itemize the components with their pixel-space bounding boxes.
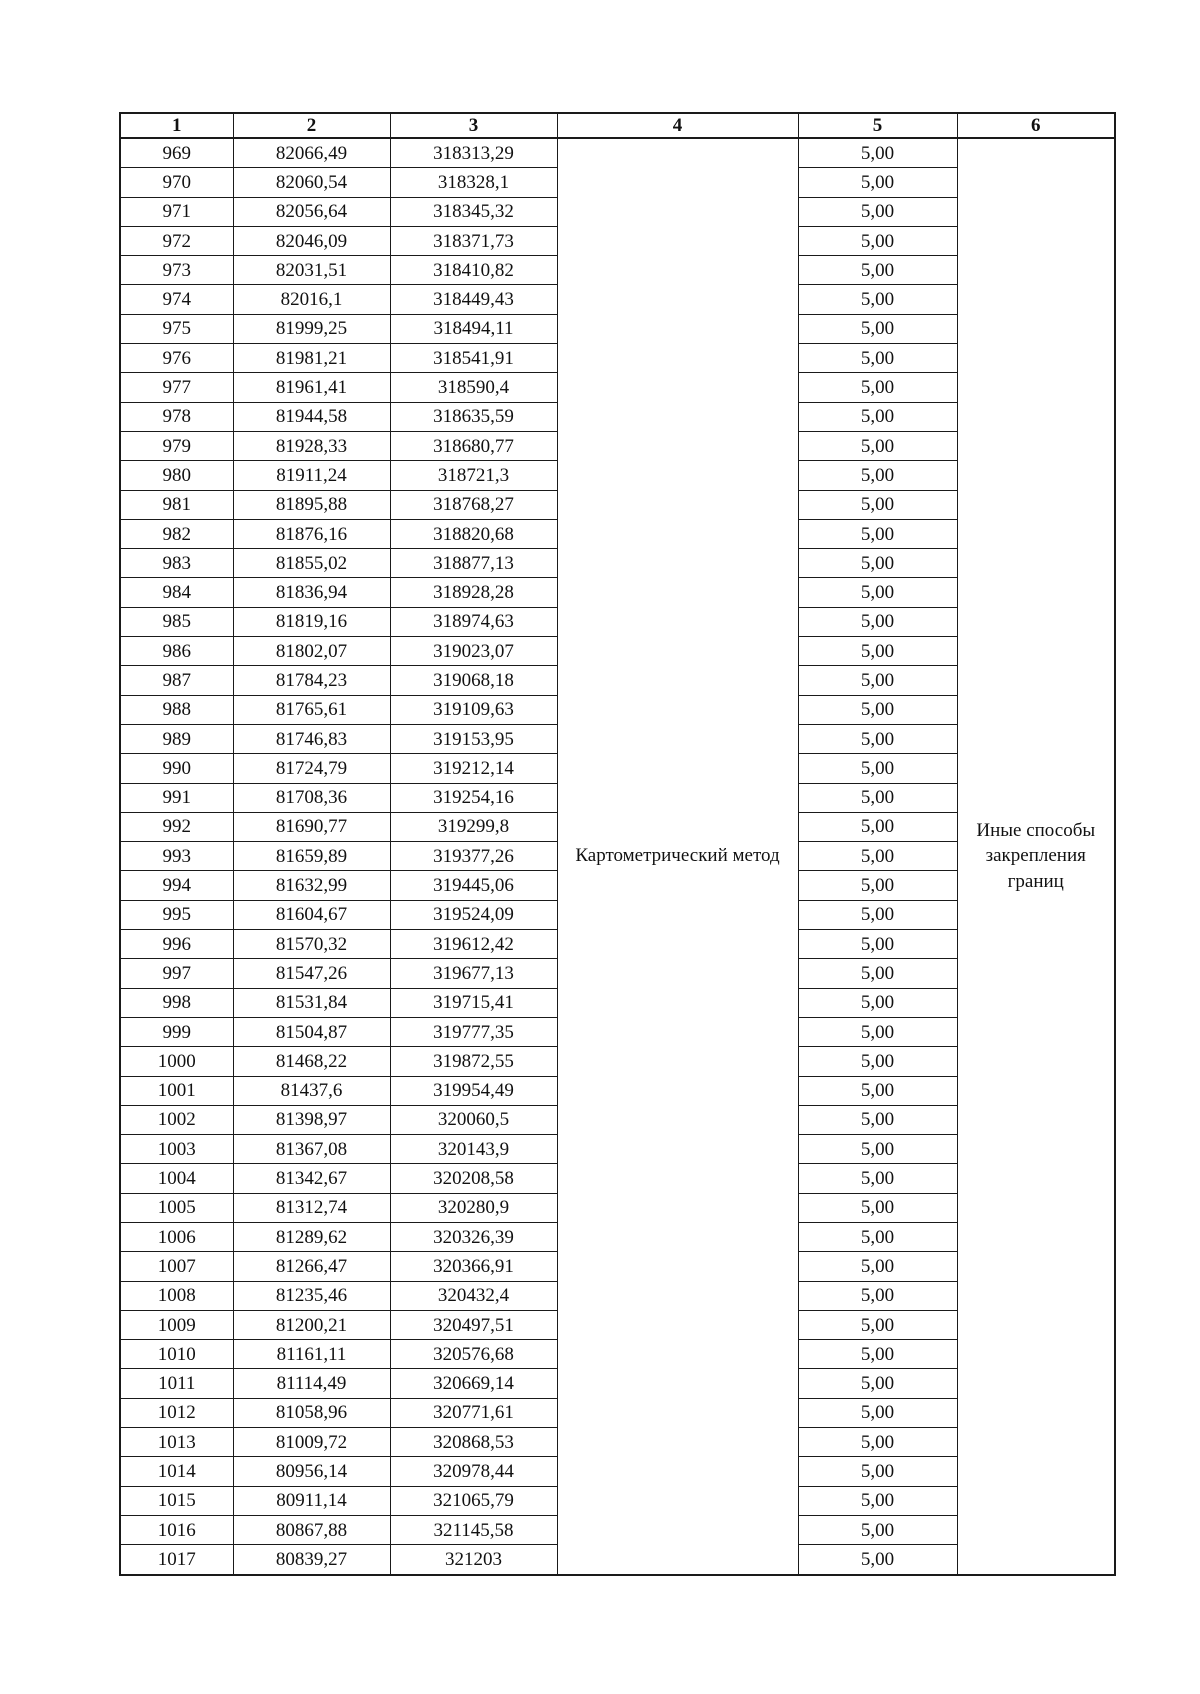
- precision-cell: 5,00: [798, 1369, 957, 1398]
- precision-cell: 5,00: [798, 314, 957, 343]
- x-coordinate-cell: 81659,89: [233, 842, 390, 871]
- precision-cell: 5,00: [798, 1281, 957, 1310]
- x-coordinate-cell: 81802,07: [233, 637, 390, 666]
- precision-cell: 5,00: [798, 1222, 957, 1251]
- x-coordinate-cell: 81437,6: [233, 1076, 390, 1105]
- point-number-cell: 970: [120, 168, 233, 197]
- precision-cell: 5,00: [798, 519, 957, 548]
- precision-cell: 5,00: [798, 1545, 957, 1575]
- point-number-cell: 983: [120, 549, 233, 578]
- header-col-1: 1: [120, 113, 233, 138]
- y-coordinate-cell: 318974,63: [390, 607, 557, 636]
- y-coordinate-cell: 320208,58: [390, 1164, 557, 1193]
- y-coordinate-cell: 318680,77: [390, 431, 557, 460]
- x-coordinate-cell: 81895,88: [233, 490, 390, 519]
- y-coordinate-cell: 320060,5: [390, 1105, 557, 1134]
- precision-cell: 5,00: [798, 637, 957, 666]
- point-number-cell: 977: [120, 373, 233, 402]
- x-coordinate-cell: 80839,27: [233, 1545, 390, 1575]
- point-number-cell: 992: [120, 812, 233, 841]
- x-coordinate-cell: 81468,22: [233, 1047, 390, 1076]
- y-coordinate-cell: 321145,58: [390, 1515, 557, 1544]
- header-col-3: 3: [390, 113, 557, 138]
- x-coordinate-cell: 82056,64: [233, 197, 390, 226]
- y-coordinate-cell: 319212,14: [390, 754, 557, 783]
- precision-cell: 5,00: [798, 930, 957, 959]
- precision-cell: 5,00: [798, 1017, 957, 1046]
- point-number-cell: 1001: [120, 1076, 233, 1105]
- precision-cell: 5,00: [798, 842, 957, 871]
- point-number-cell: 1014: [120, 1457, 233, 1486]
- x-coordinate-cell: 81708,36: [233, 783, 390, 812]
- y-coordinate-cell: 319299,8: [390, 812, 557, 841]
- x-coordinate-cell: 81604,67: [233, 900, 390, 929]
- header-col-4: 4: [557, 113, 798, 138]
- point-number-cell: 1010: [120, 1340, 233, 1369]
- precision-cell: 5,00: [798, 724, 957, 753]
- coordinates-table: [119, 112, 1116, 1576]
- precision-cell: 5,00: [798, 285, 957, 314]
- y-coordinate-cell: 319377,26: [390, 842, 557, 871]
- x-coordinate-cell: 81531,84: [233, 988, 390, 1017]
- y-coordinate-cell: 318635,59: [390, 402, 557, 431]
- y-coordinate-cell: 318328,1: [390, 168, 557, 197]
- point-number-cell: 997: [120, 959, 233, 988]
- precision-cell: 5,00: [798, 1486, 957, 1515]
- point-number-cell: 1007: [120, 1252, 233, 1281]
- point-number-cell: 1015: [120, 1486, 233, 1515]
- point-number-cell: 1016: [120, 1515, 233, 1544]
- x-coordinate-cell: 81961,41: [233, 373, 390, 402]
- precision-cell: 5,00: [798, 549, 957, 578]
- x-coordinate-cell: 81289,62: [233, 1222, 390, 1251]
- precision-cell: 5,00: [798, 168, 957, 197]
- y-coordinate-cell: 319524,09: [390, 900, 557, 929]
- point-number-cell: 1003: [120, 1135, 233, 1164]
- y-coordinate-cell: 320497,51: [390, 1310, 557, 1339]
- point-number-cell: 993: [120, 842, 233, 871]
- precision-cell: 5,00: [798, 695, 957, 724]
- point-number-cell: 987: [120, 666, 233, 695]
- point-number-cell: 999: [120, 1017, 233, 1046]
- y-coordinate-cell: 318877,13: [390, 549, 557, 578]
- x-coordinate-cell: 81690,77: [233, 812, 390, 841]
- precision-cell: 5,00: [798, 373, 957, 402]
- precision-cell: 5,00: [798, 812, 957, 841]
- header-row: [120, 113, 1115, 138]
- point-number-cell: 998: [120, 988, 233, 1017]
- precision-cell: 5,00: [798, 1252, 957, 1281]
- y-coordinate-cell: 319612,42: [390, 930, 557, 959]
- point-number-cell: 990: [120, 754, 233, 783]
- point-number-cell: 994: [120, 871, 233, 900]
- x-coordinate-cell: 82016,1: [233, 285, 390, 314]
- y-coordinate-cell: 318449,43: [390, 285, 557, 314]
- y-coordinate-cell: 319254,16: [390, 783, 557, 812]
- y-coordinate-cell: 321203: [390, 1545, 557, 1575]
- point-number-cell: 1006: [120, 1222, 233, 1251]
- x-coordinate-cell: 81876,16: [233, 519, 390, 548]
- y-coordinate-cell: 319872,55: [390, 1047, 557, 1076]
- y-coordinate-cell: 319153,95: [390, 724, 557, 753]
- point-number-cell: 979: [120, 431, 233, 460]
- x-coordinate-cell: 81009,72: [233, 1428, 390, 1457]
- header-col-5: 5: [798, 113, 957, 138]
- x-coordinate-cell: 81981,21: [233, 344, 390, 373]
- method-cell: Картометрический метод: [557, 138, 798, 1575]
- y-coordinate-cell: 318768,27: [390, 490, 557, 519]
- x-coordinate-cell: 81161,11: [233, 1340, 390, 1369]
- precision-cell: 5,00: [798, 197, 957, 226]
- x-coordinate-cell: 81570,32: [233, 930, 390, 959]
- point-number-cell: 975: [120, 314, 233, 343]
- point-number-cell: 976: [120, 344, 233, 373]
- precision-cell: 5,00: [798, 256, 957, 285]
- y-coordinate-cell: 319954,49: [390, 1076, 557, 1105]
- point-number-cell: 986: [120, 637, 233, 666]
- point-number-cell: 985: [120, 607, 233, 636]
- x-coordinate-cell: 82066,49: [233, 138, 390, 168]
- x-coordinate-cell: 81398,97: [233, 1105, 390, 1134]
- precision-cell: 5,00: [798, 431, 957, 460]
- precision-cell: 5,00: [798, 402, 957, 431]
- precision-cell: 5,00: [798, 1457, 957, 1486]
- point-number-cell: 980: [120, 461, 233, 490]
- x-coordinate-cell: 81266,47: [233, 1252, 390, 1281]
- point-number-cell: 1012: [120, 1398, 233, 1427]
- point-number-cell: 1013: [120, 1428, 233, 1457]
- y-coordinate-cell: 319068,18: [390, 666, 557, 695]
- table-body: [120, 138, 1115, 1575]
- point-number-cell: 978: [120, 402, 233, 431]
- precision-cell: 5,00: [798, 754, 957, 783]
- x-coordinate-cell: 81342,67: [233, 1164, 390, 1193]
- point-number-cell: 974: [120, 285, 233, 314]
- precision-cell: 5,00: [798, 1340, 957, 1369]
- y-coordinate-cell: 321065,79: [390, 1486, 557, 1515]
- y-coordinate-cell: 318928,28: [390, 578, 557, 607]
- y-coordinate-cell: 318721,3: [390, 461, 557, 490]
- y-coordinate-cell: 320868,53: [390, 1428, 557, 1457]
- x-coordinate-cell: 81746,83: [233, 724, 390, 753]
- precision-cell: 5,00: [798, 1310, 957, 1339]
- x-coordinate-cell: 81114,49: [233, 1369, 390, 1398]
- point-number-cell: 1000: [120, 1047, 233, 1076]
- point-number-cell: 1004: [120, 1164, 233, 1193]
- y-coordinate-cell: 320326,39: [390, 1222, 557, 1251]
- precision-cell: 5,00: [798, 959, 957, 988]
- point-number-cell: 981: [120, 490, 233, 519]
- precision-cell: 5,00: [798, 490, 957, 519]
- x-coordinate-cell: 81235,46: [233, 1281, 390, 1310]
- precision-cell: 5,00: [798, 344, 957, 373]
- precision-cell: 5,00: [798, 783, 957, 812]
- y-coordinate-cell: 320432,4: [390, 1281, 557, 1310]
- x-coordinate-cell: 81547,26: [233, 959, 390, 988]
- table-header: [120, 113, 1115, 138]
- y-coordinate-cell: 319777,35: [390, 1017, 557, 1046]
- y-coordinate-cell: 318494,11: [390, 314, 557, 343]
- x-coordinate-cell: 81928,33: [233, 431, 390, 460]
- y-coordinate-cell: 320771,61: [390, 1398, 557, 1427]
- x-coordinate-cell: 81367,08: [233, 1135, 390, 1164]
- point-number-cell: 1005: [120, 1193, 233, 1222]
- x-coordinate-cell: 81784,23: [233, 666, 390, 695]
- precision-cell: 5,00: [798, 1047, 957, 1076]
- x-coordinate-cell: 81855,02: [233, 549, 390, 578]
- precision-cell: 5,00: [798, 1105, 957, 1134]
- point-number-cell: 973: [120, 256, 233, 285]
- y-coordinate-cell: 318313,29: [390, 138, 557, 168]
- precision-cell: 5,00: [798, 871, 957, 900]
- point-number-cell: 995: [120, 900, 233, 929]
- point-number-cell: 984: [120, 578, 233, 607]
- precision-cell: 5,00: [798, 138, 957, 168]
- x-coordinate-cell: 81632,99: [233, 871, 390, 900]
- table-row: [120, 138, 1115, 168]
- x-coordinate-cell: 81836,94: [233, 578, 390, 607]
- fixing-method-cell: Иные способы закрепления границ: [957, 138, 1115, 1575]
- x-coordinate-cell: 80911,14: [233, 1486, 390, 1515]
- x-coordinate-cell: 82060,54: [233, 168, 390, 197]
- x-coordinate-cell: 81504,87: [233, 1017, 390, 1046]
- x-coordinate-cell: 81999,25: [233, 314, 390, 343]
- x-coordinate-cell: 81911,24: [233, 461, 390, 490]
- x-coordinate-cell: 81200,21: [233, 1310, 390, 1339]
- header-col-6: 6: [957, 113, 1115, 138]
- y-coordinate-cell: 320669,14: [390, 1369, 557, 1398]
- y-coordinate-cell: 320280,9: [390, 1193, 557, 1222]
- point-number-cell: 1008: [120, 1281, 233, 1310]
- precision-cell: 5,00: [798, 1398, 957, 1427]
- x-coordinate-cell: 81312,74: [233, 1193, 390, 1222]
- y-coordinate-cell: 319109,63: [390, 695, 557, 724]
- point-number-cell: 1002: [120, 1105, 233, 1134]
- x-coordinate-cell: 80867,88: [233, 1515, 390, 1544]
- y-coordinate-cell: 319023,07: [390, 637, 557, 666]
- x-coordinate-cell: 81765,61: [233, 695, 390, 724]
- point-number-cell: 988: [120, 695, 233, 724]
- precision-cell: 5,00: [798, 578, 957, 607]
- y-coordinate-cell: 320576,68: [390, 1340, 557, 1369]
- point-number-cell: 972: [120, 226, 233, 255]
- precision-cell: 5,00: [798, 1428, 957, 1457]
- x-coordinate-cell: 81724,79: [233, 754, 390, 783]
- x-coordinate-cell: 81058,96: [233, 1398, 390, 1427]
- x-coordinate-cell: 82031,51: [233, 256, 390, 285]
- y-coordinate-cell: 320366,91: [390, 1252, 557, 1281]
- x-coordinate-cell: 80956,14: [233, 1457, 390, 1486]
- y-coordinate-cell: 318820,68: [390, 519, 557, 548]
- header-col-2: 2: [233, 113, 390, 138]
- precision-cell: 5,00: [798, 607, 957, 636]
- y-coordinate-cell: 318410,82: [390, 256, 557, 285]
- point-number-cell: 989: [120, 724, 233, 753]
- precision-cell: 5,00: [798, 1135, 957, 1164]
- point-number-cell: 1017: [120, 1545, 233, 1575]
- precision-cell: 5,00: [798, 1164, 957, 1193]
- y-coordinate-cell: 318345,32: [390, 197, 557, 226]
- x-coordinate-cell: 81944,58: [233, 402, 390, 431]
- y-coordinate-cell: 319445,06: [390, 871, 557, 900]
- precision-cell: 5,00: [798, 988, 957, 1017]
- precision-cell: 5,00: [798, 1515, 957, 1544]
- y-coordinate-cell: 318590,4: [390, 373, 557, 402]
- point-number-cell: 982: [120, 519, 233, 548]
- point-number-cell: 971: [120, 197, 233, 226]
- precision-cell: 5,00: [798, 900, 957, 929]
- y-coordinate-cell: 320978,44: [390, 1457, 557, 1486]
- y-coordinate-cell: 318371,73: [390, 226, 557, 255]
- point-number-cell: 996: [120, 930, 233, 959]
- precision-cell: 5,00: [798, 226, 957, 255]
- point-number-cell: 969: [120, 138, 233, 168]
- y-coordinate-cell: 318541,91: [390, 344, 557, 373]
- precision-cell: 5,00: [798, 666, 957, 695]
- x-coordinate-cell: 81819,16: [233, 607, 390, 636]
- point-number-cell: 1009: [120, 1310, 233, 1339]
- y-coordinate-cell: 319677,13: [390, 959, 557, 988]
- y-coordinate-cell: 320143,9: [390, 1135, 557, 1164]
- precision-cell: 5,00: [798, 1076, 957, 1105]
- precision-cell: 5,00: [798, 461, 957, 490]
- point-number-cell: 991: [120, 783, 233, 812]
- point-number-cell: 1011: [120, 1369, 233, 1398]
- x-coordinate-cell: 82046,09: [233, 226, 390, 255]
- precision-cell: 5,00: [798, 1193, 957, 1222]
- y-coordinate-cell: 319715,41: [390, 988, 557, 1017]
